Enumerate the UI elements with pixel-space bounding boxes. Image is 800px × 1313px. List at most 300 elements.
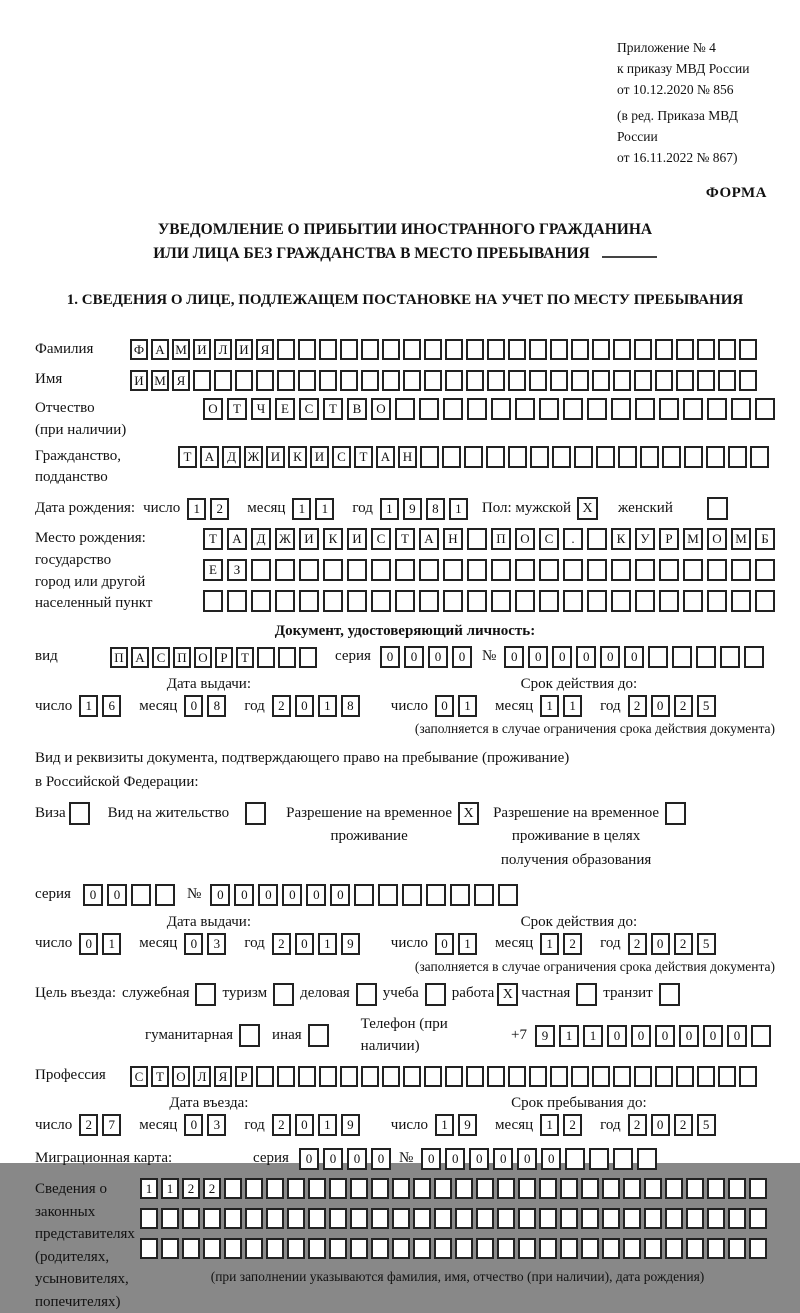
form-cell[interactable]: А xyxy=(419,528,439,550)
form-cell[interactable] xyxy=(644,1208,662,1229)
form-cell[interactable] xyxy=(257,647,275,668)
form-cell[interactable]: Ж xyxy=(244,446,263,468)
form-cell[interactable] xyxy=(474,884,494,906)
form-cell[interactable]: 0 xyxy=(234,884,254,906)
form-cell[interactable] xyxy=(635,590,655,612)
form-cell[interactable] xyxy=(529,339,547,360)
form-cell[interactable] xyxy=(644,1238,662,1259)
form-cell[interactable]: 1 xyxy=(540,933,559,955)
form-cell[interactable] xyxy=(683,590,703,612)
form-cell[interactable] xyxy=(434,1178,452,1199)
form-cell[interactable]: 0 xyxy=(421,1148,441,1170)
form-cell[interactable] xyxy=(683,398,703,420)
form-cell[interactable]: Т xyxy=(354,446,373,468)
form-cell[interactable]: 0 xyxy=(651,933,670,955)
form-cell[interactable]: 0 xyxy=(435,933,454,955)
form-cell[interactable] xyxy=(581,1208,599,1229)
form-cell[interactable]: С xyxy=(152,647,170,668)
form-cell[interactable] xyxy=(684,446,703,468)
form-cell[interactable] xyxy=(299,559,319,581)
form-cell[interactable] xyxy=(161,1208,179,1229)
form-cell[interactable]: 0 xyxy=(184,933,203,955)
form-cell[interactable] xyxy=(350,1238,368,1259)
form-cell[interactable] xyxy=(659,398,679,420)
form-cell[interactable] xyxy=(466,339,484,360)
edu-residence-checkbox[interactable] xyxy=(665,802,686,825)
form-cell[interactable]: 0 xyxy=(347,1148,367,1170)
form-cell[interactable] xyxy=(623,1238,641,1259)
form-cell[interactable] xyxy=(602,1238,620,1259)
form-cell[interactable]: 5 xyxy=(697,1114,716,1136)
form-cell[interactable]: 0 xyxy=(184,1114,203,1136)
form-cell[interactable]: 2 xyxy=(210,498,229,520)
form-cell[interactable] xyxy=(637,1148,657,1170)
form-cell[interactable] xyxy=(371,1178,389,1199)
form-cell[interactable] xyxy=(434,1238,452,1259)
form-cell[interactable] xyxy=(467,590,487,612)
residence-permit-checkbox[interactable] xyxy=(245,802,266,825)
form-cell[interactable]: Н xyxy=(443,528,463,550)
form-cell[interactable]: 0 xyxy=(330,884,350,906)
form-cell[interactable]: Т xyxy=(151,1066,169,1087)
form-cell[interactable]: Я xyxy=(172,370,190,391)
form-cell[interactable] xyxy=(455,1178,473,1199)
form-cell[interactable] xyxy=(749,1238,767,1259)
form-cell[interactable] xyxy=(224,1238,242,1259)
form-cell[interactable] xyxy=(131,884,151,906)
form-cell[interactable] xyxy=(319,370,337,391)
form-cell[interactable]: С xyxy=(299,398,319,420)
form-cell[interactable]: Т xyxy=(227,398,247,420)
form-cell[interactable]: 1 xyxy=(102,933,121,955)
form-cell[interactable]: И xyxy=(347,528,367,550)
form-cell[interactable] xyxy=(298,339,316,360)
form-cell[interactable] xyxy=(308,1208,326,1229)
form-cell[interactable] xyxy=(361,370,379,391)
form-cell[interactable] xyxy=(571,339,589,360)
form-cell[interactable]: 1 xyxy=(292,498,311,520)
form-cell[interactable] xyxy=(659,590,679,612)
form-cell[interactable] xyxy=(529,1066,547,1087)
form-cell[interactable] xyxy=(298,370,316,391)
form-cell[interactable] xyxy=(676,370,694,391)
form-cell[interactable]: 1 xyxy=(161,1178,179,1199)
form-cell[interactable]: 2 xyxy=(182,1178,200,1199)
form-cell[interactable] xyxy=(476,1178,494,1199)
form-cell[interactable]: 0 xyxy=(210,884,230,906)
form-cell[interactable]: А xyxy=(376,446,395,468)
form-cell[interactable] xyxy=(635,559,655,581)
form-cell[interactable] xyxy=(563,398,583,420)
form-cell[interactable] xyxy=(697,1066,715,1087)
form-cell[interactable]: 0 xyxy=(504,646,524,668)
form-cell[interactable] xyxy=(728,446,747,468)
form-cell[interactable]: 0 xyxy=(306,884,326,906)
form-cell[interactable]: 1 xyxy=(435,1114,454,1136)
form-cell[interactable] xyxy=(587,590,607,612)
form-cell[interactable] xyxy=(491,590,511,612)
form-cell[interactable]: О xyxy=(194,647,212,668)
form-cell[interactable] xyxy=(256,1066,274,1087)
form-cell[interactable] xyxy=(707,559,727,581)
form-cell[interactable] xyxy=(277,370,295,391)
form-cell[interactable] xyxy=(347,590,367,612)
form-cell[interactable] xyxy=(266,1238,284,1259)
form-cell[interactable] xyxy=(518,1238,536,1259)
form-cell[interactable]: 2 xyxy=(628,695,647,717)
form-cell[interactable] xyxy=(498,884,518,906)
form-cell[interactable] xyxy=(697,370,715,391)
form-cell[interactable] xyxy=(203,590,223,612)
form-cell[interactable] xyxy=(299,590,319,612)
form-cell[interactable]: 1 xyxy=(458,695,477,717)
form-cell[interactable]: 0 xyxy=(493,1148,513,1170)
form-cell[interactable] xyxy=(718,339,736,360)
form-cell[interactable]: А xyxy=(151,339,169,360)
form-cell[interactable] xyxy=(278,647,296,668)
form-cell[interactable] xyxy=(203,1238,221,1259)
form-cell[interactable] xyxy=(508,370,526,391)
form-cell[interactable] xyxy=(361,339,379,360)
form-cell[interactable] xyxy=(718,370,736,391)
form-cell[interactable] xyxy=(426,884,446,906)
form-cell[interactable]: 9 xyxy=(535,1025,555,1047)
form-cell[interactable] xyxy=(508,339,526,360)
form-cell[interactable] xyxy=(476,1208,494,1229)
form-cell[interactable] xyxy=(323,559,343,581)
form-cell[interactable]: 8 xyxy=(426,498,445,520)
form-cell[interactable] xyxy=(424,370,442,391)
form-cell[interactable]: 0 xyxy=(323,1148,343,1170)
form-cell[interactable] xyxy=(420,446,439,468)
female-checkbox[interactable] xyxy=(707,497,728,520)
form-cell[interactable] xyxy=(298,1066,316,1087)
form-cell[interactable] xyxy=(707,1178,725,1199)
form-cell[interactable]: Т xyxy=(178,446,197,468)
form-cell[interactable] xyxy=(443,398,463,420)
form-cell[interactable]: О xyxy=(707,528,727,550)
form-cell[interactable] xyxy=(618,446,637,468)
purpose-other-checkbox[interactable] xyxy=(308,1024,329,1047)
form-cell[interactable]: 0 xyxy=(282,884,302,906)
form-cell[interactable]: 1 xyxy=(140,1178,158,1199)
form-cell[interactable] xyxy=(539,1238,557,1259)
form-cell[interactable]: Е xyxy=(203,559,223,581)
form-cell[interactable] xyxy=(739,370,757,391)
form-cell[interactable]: 0 xyxy=(428,646,448,668)
form-cell[interactable]: С xyxy=(371,528,391,550)
purpose-study-checkbox[interactable] xyxy=(425,983,446,1006)
form-cell[interactable] xyxy=(728,1238,746,1259)
form-cell[interactable] xyxy=(497,1238,515,1259)
form-cell[interactable] xyxy=(424,1066,442,1087)
form-cell[interactable] xyxy=(245,1208,263,1229)
form-cell[interactable] xyxy=(266,1178,284,1199)
form-cell[interactable] xyxy=(323,590,343,612)
form-cell[interactable]: Л xyxy=(214,339,232,360)
form-cell[interactable] xyxy=(443,590,463,612)
form-cell[interactable] xyxy=(497,1208,515,1229)
form-cell[interactable]: 2 xyxy=(628,933,647,955)
form-cell[interactable]: З xyxy=(227,559,247,581)
title-blank-line[interactable] xyxy=(602,242,657,258)
visa-checkbox[interactable] xyxy=(69,802,90,825)
form-cell[interactable]: 0 xyxy=(371,1148,391,1170)
form-cell[interactable]: 5 xyxy=(697,933,716,955)
purpose-humanitarian-checkbox[interactable] xyxy=(239,1024,260,1047)
form-cell[interactable] xyxy=(395,590,415,612)
form-cell[interactable]: П xyxy=(491,528,511,550)
form-cell[interactable] xyxy=(402,884,422,906)
form-cell[interactable]: 0 xyxy=(404,646,424,668)
form-cell[interactable] xyxy=(419,398,439,420)
form-cell[interactable] xyxy=(518,1208,536,1229)
form-cell[interactable]: И xyxy=(130,370,148,391)
form-cell[interactable]: 0 xyxy=(576,646,596,668)
form-cell[interactable] xyxy=(665,1178,683,1199)
form-cell[interactable] xyxy=(395,398,415,420)
form-cell[interactable] xyxy=(731,398,751,420)
form-cell[interactable] xyxy=(245,1238,263,1259)
form-cell[interactable] xyxy=(347,559,367,581)
form-cell[interactable] xyxy=(193,370,211,391)
form-cell[interactable] xyxy=(413,1178,431,1199)
form-cell[interactable]: Л xyxy=(193,1066,211,1087)
form-cell[interactable] xyxy=(203,1208,221,1229)
form-cell[interactable] xyxy=(665,1208,683,1229)
form-cell[interactable] xyxy=(640,446,659,468)
form-cell[interactable] xyxy=(611,398,631,420)
form-cell[interactable]: 0 xyxy=(452,646,472,668)
form-cell[interactable]: 0 xyxy=(83,884,103,906)
form-cell[interactable] xyxy=(563,590,583,612)
form-cell[interactable] xyxy=(686,1208,704,1229)
form-cell[interactable] xyxy=(587,398,607,420)
form-cell[interactable] xyxy=(491,559,511,581)
form-cell[interactable] xyxy=(487,370,505,391)
form-cell[interactable] xyxy=(329,1208,347,1229)
form-cell[interactable] xyxy=(161,1238,179,1259)
form-cell[interactable] xyxy=(464,446,483,468)
form-cell[interactable] xyxy=(413,1238,431,1259)
form-cell[interactable]: П xyxy=(173,647,191,668)
form-cell[interactable]: Ж xyxy=(275,528,295,550)
form-cell[interactable]: 1 xyxy=(449,498,468,520)
form-cell[interactable] xyxy=(676,339,694,360)
form-cell[interactable] xyxy=(518,1178,536,1199)
form-cell[interactable]: А xyxy=(200,446,219,468)
form-cell[interactable]: 0 xyxy=(295,695,314,717)
form-cell[interactable] xyxy=(371,1208,389,1229)
form-cell[interactable] xyxy=(686,1238,704,1259)
form-cell[interactable] xyxy=(655,370,673,391)
form-cell[interactable] xyxy=(403,1066,421,1087)
form-cell[interactable]: 0 xyxy=(655,1025,675,1047)
form-cell[interactable] xyxy=(403,370,421,391)
form-cell[interactable] xyxy=(707,590,727,612)
form-cell[interactable] xyxy=(539,1178,557,1199)
form-cell[interactable]: 0 xyxy=(552,646,572,668)
form-cell[interactable]: 0 xyxy=(295,933,314,955)
form-cell[interactable]: 0 xyxy=(651,695,670,717)
form-cell[interactable] xyxy=(466,370,484,391)
form-cell[interactable]: Т xyxy=(323,398,343,420)
form-cell[interactable] xyxy=(550,1066,568,1087)
form-cell[interactable]: 0 xyxy=(469,1148,489,1170)
form-cell[interactable]: У xyxy=(635,528,655,550)
form-cell[interactable] xyxy=(392,1178,410,1199)
form-cell[interactable]: 9 xyxy=(341,933,360,955)
form-cell[interactable]: И xyxy=(310,446,329,468)
form-cell[interactable]: 1 xyxy=(79,695,98,717)
form-cell[interactable]: 6 xyxy=(102,695,121,717)
form-cell[interactable]: 3 xyxy=(207,1114,226,1136)
form-cell[interactable] xyxy=(413,1208,431,1229)
form-cell[interactable]: К xyxy=(323,528,343,550)
form-cell[interactable]: 0 xyxy=(517,1148,537,1170)
form-cell[interactable]: 9 xyxy=(403,498,422,520)
form-cell[interactable] xyxy=(467,398,487,420)
form-cell[interactable] xyxy=(515,590,535,612)
form-cell[interactable] xyxy=(382,339,400,360)
form-cell[interactable]: 9 xyxy=(341,1114,360,1136)
form-cell[interactable] xyxy=(592,1066,610,1087)
form-cell[interactable] xyxy=(487,339,505,360)
form-cell[interactable] xyxy=(515,398,535,420)
form-cell[interactable] xyxy=(707,398,727,420)
purpose-work-checkbox[interactable]: X xyxy=(497,983,518,1006)
form-cell[interactable]: П xyxy=(110,647,128,668)
form-cell[interactable] xyxy=(445,339,463,360)
form-cell[interactable] xyxy=(552,446,571,468)
form-cell[interactable]: 0 xyxy=(541,1148,561,1170)
form-cell[interactable]: 0 xyxy=(445,1148,465,1170)
form-cell[interactable] xyxy=(445,1066,463,1087)
form-cell[interactable]: 2 xyxy=(674,695,693,717)
form-cell[interactable]: В xyxy=(347,398,367,420)
form-cell[interactable] xyxy=(602,1178,620,1199)
form-cell[interactable]: 1 xyxy=(318,933,337,955)
form-cell[interactable]: Я xyxy=(256,339,274,360)
form-cell[interactable] xyxy=(392,1208,410,1229)
form-cell[interactable]: 0 xyxy=(380,646,400,668)
form-cell[interactable] xyxy=(697,339,715,360)
form-cell[interactable] xyxy=(744,646,764,668)
form-cell[interactable]: 0 xyxy=(184,695,203,717)
form-cell[interactable] xyxy=(739,1066,757,1087)
form-cell[interactable] xyxy=(491,398,511,420)
form-cell[interactable]: И xyxy=(193,339,211,360)
form-cell[interactable] xyxy=(731,559,751,581)
form-cell[interactable] xyxy=(256,370,274,391)
form-cell[interactable]: 1 xyxy=(318,1114,337,1136)
form-cell[interactable] xyxy=(635,398,655,420)
form-cell[interactable] xyxy=(755,559,775,581)
form-cell[interactable] xyxy=(550,339,568,360)
form-cell[interactable] xyxy=(287,1208,305,1229)
form-cell[interactable]: 2 xyxy=(628,1114,647,1136)
form-cell[interactable] xyxy=(443,559,463,581)
form-cell[interactable]: 1 xyxy=(583,1025,603,1047)
form-cell[interactable]: 0 xyxy=(624,646,644,668)
form-cell[interactable] xyxy=(419,590,439,612)
form-cell[interactable] xyxy=(403,339,421,360)
form-cell[interactable] xyxy=(602,1208,620,1229)
form-cell[interactable] xyxy=(392,1238,410,1259)
form-cell[interactable]: 1 xyxy=(380,498,399,520)
form-cell[interactable] xyxy=(361,1066,379,1087)
form-cell[interactable] xyxy=(634,370,652,391)
form-cell[interactable] xyxy=(350,1178,368,1199)
form-cell[interactable] xyxy=(450,884,470,906)
form-cell[interactable]: 2 xyxy=(563,933,582,955)
form-cell[interactable]: 9 xyxy=(458,1114,477,1136)
form-cell[interactable] xyxy=(706,446,725,468)
form-cell[interactable] xyxy=(419,559,439,581)
form-cell[interactable] xyxy=(574,446,593,468)
form-cell[interactable]: 2 xyxy=(563,1114,582,1136)
form-cell[interactable] xyxy=(319,339,337,360)
male-checkbox[interactable]: X xyxy=(577,497,598,520)
form-cell[interactable]: 2 xyxy=(203,1178,221,1199)
form-cell[interactable] xyxy=(487,1066,505,1087)
form-cell[interactable] xyxy=(340,339,358,360)
form-cell[interactable] xyxy=(235,370,253,391)
form-cell[interactable] xyxy=(539,590,559,612)
form-cell[interactable]: 0 xyxy=(600,646,620,668)
form-cell[interactable]: 1 xyxy=(318,695,337,717)
form-cell[interactable] xyxy=(350,1208,368,1229)
form-cell[interactable]: И xyxy=(266,446,285,468)
form-cell[interactable] xyxy=(728,1208,746,1229)
form-cell[interactable]: О xyxy=(515,528,535,550)
form-cell[interactable]: Н xyxy=(398,446,417,468)
form-cell[interactable]: 1 xyxy=(315,498,334,520)
form-cell[interactable]: Я xyxy=(214,1066,232,1087)
form-cell[interactable] xyxy=(755,590,775,612)
form-cell[interactable]: М xyxy=(172,339,190,360)
form-cell[interactable] xyxy=(592,339,610,360)
form-cell[interactable]: 2 xyxy=(674,1114,693,1136)
form-cell[interactable] xyxy=(696,646,716,668)
purpose-tourism-checkbox[interactable] xyxy=(273,983,294,1006)
form-cell[interactable]: 8 xyxy=(341,695,360,717)
form-cell[interactable] xyxy=(728,1178,746,1199)
form-cell[interactable] xyxy=(613,339,631,360)
form-cell[interactable]: Е xyxy=(275,398,295,420)
form-cell[interactable] xyxy=(275,559,295,581)
form-cell[interactable] xyxy=(340,370,358,391)
form-cell[interactable] xyxy=(382,370,400,391)
form-cell[interactable]: Т xyxy=(395,528,415,550)
form-cell[interactable] xyxy=(665,1238,683,1259)
form-cell[interactable]: 2 xyxy=(272,933,291,955)
form-cell[interactable]: М xyxy=(151,370,169,391)
form-cell[interactable] xyxy=(442,446,461,468)
form-cell[interactable]: Т xyxy=(236,647,254,668)
form-cell[interactable] xyxy=(571,370,589,391)
form-cell[interactable]: 0 xyxy=(703,1025,723,1047)
form-cell[interactable] xyxy=(720,646,740,668)
form-cell[interactable] xyxy=(287,1238,305,1259)
form-cell[interactable]: К xyxy=(288,446,307,468)
form-cell[interactable] xyxy=(644,1178,662,1199)
form-cell[interactable] xyxy=(648,646,668,668)
form-cell[interactable] xyxy=(749,1208,767,1229)
form-cell[interactable] xyxy=(455,1208,473,1229)
form-cell[interactable] xyxy=(718,1066,736,1087)
form-cell[interactable]: А xyxy=(227,528,247,550)
